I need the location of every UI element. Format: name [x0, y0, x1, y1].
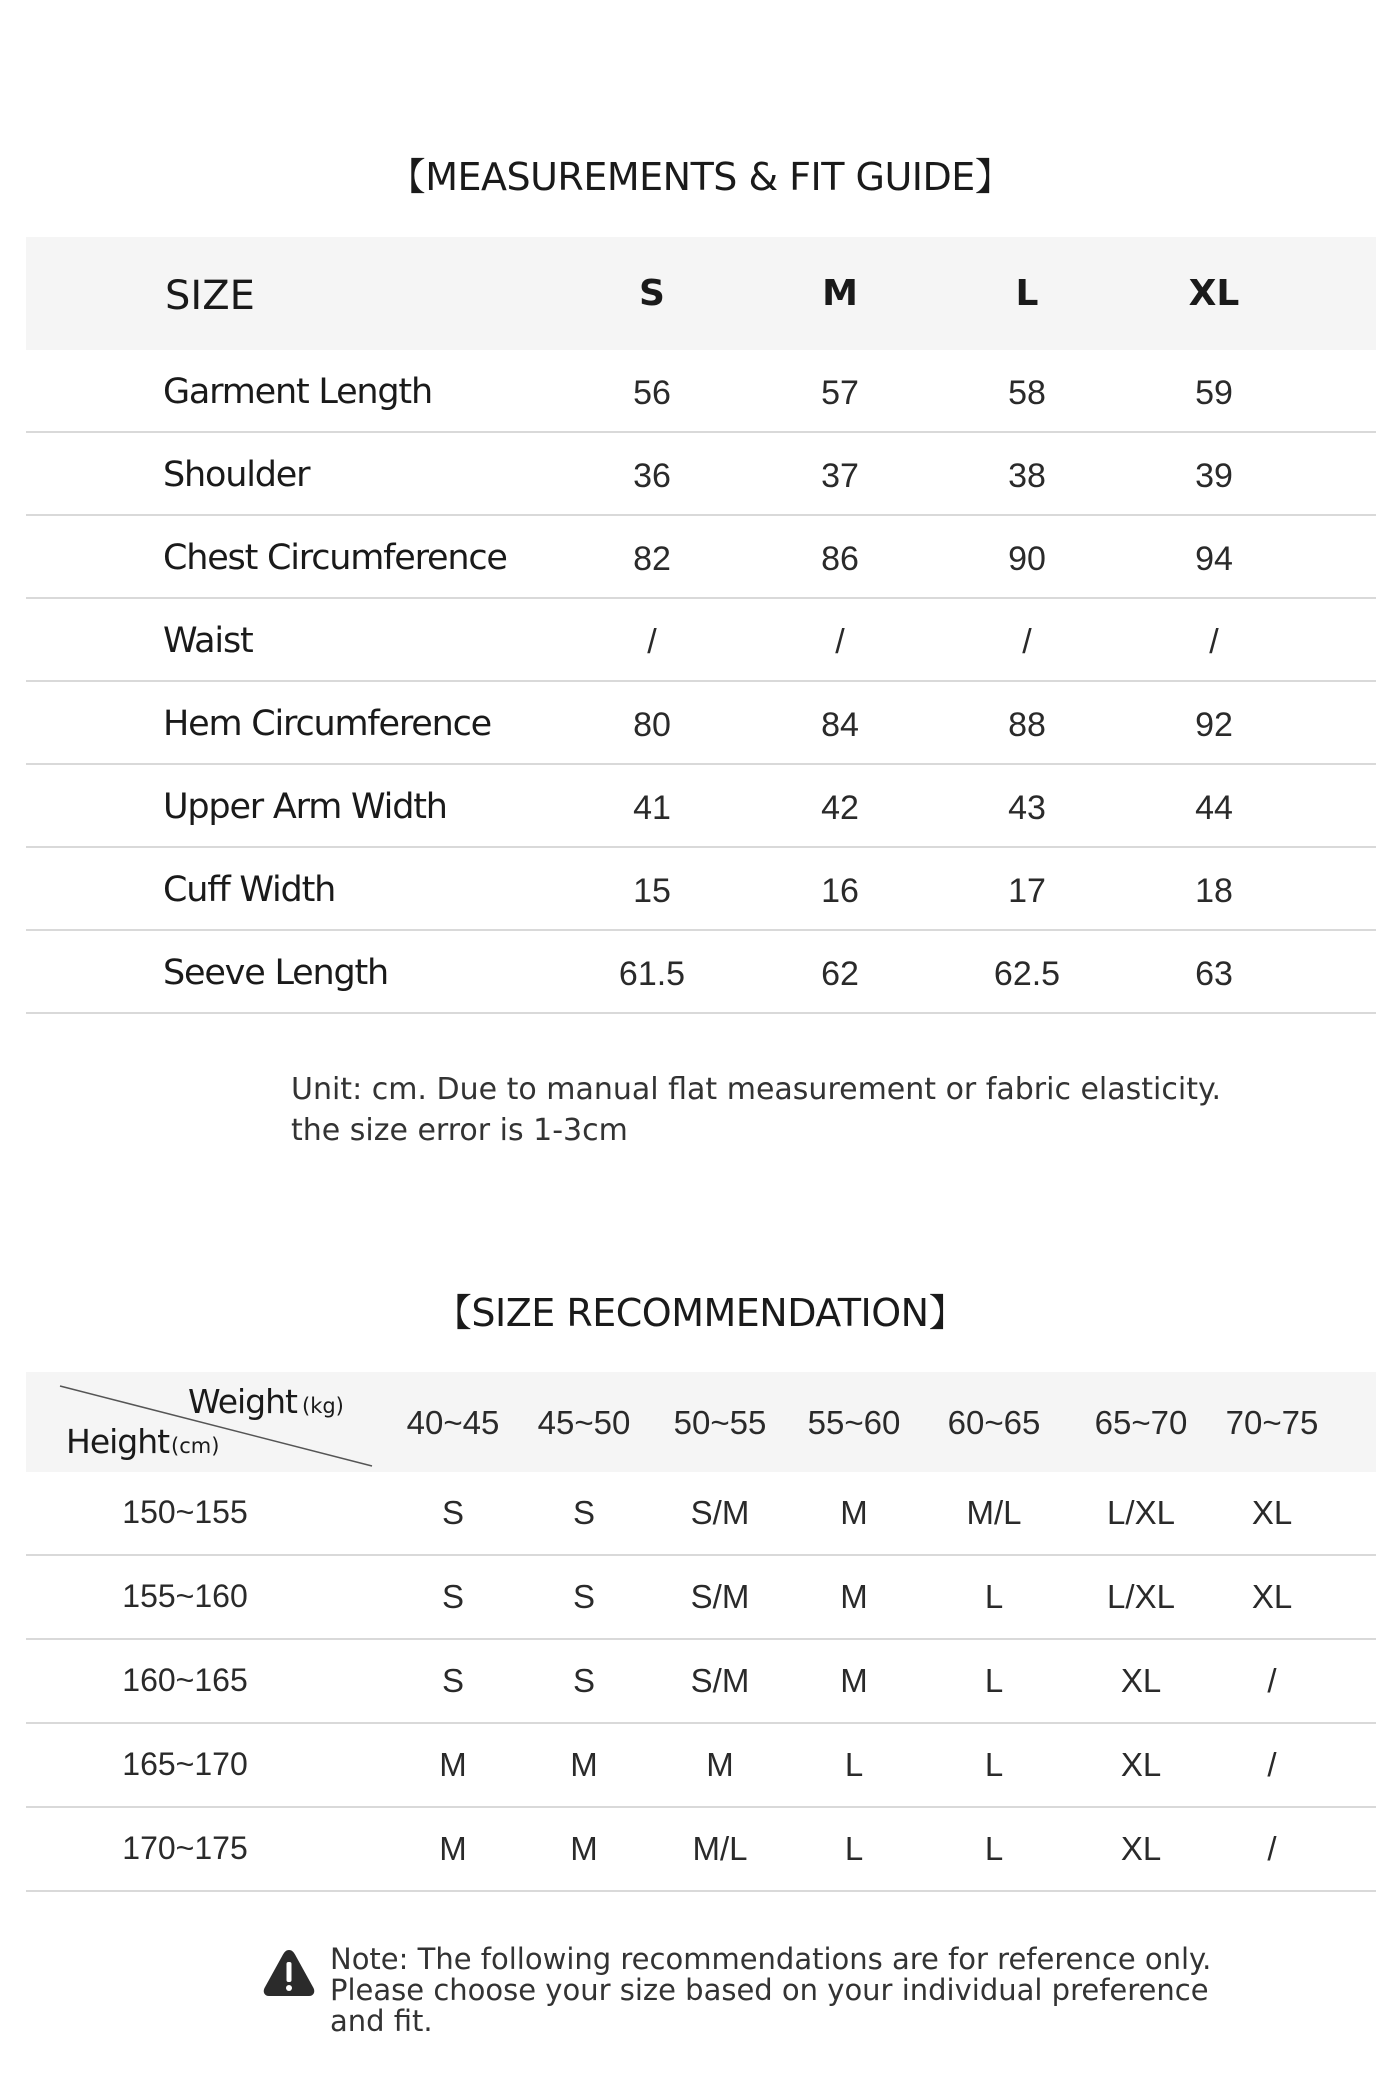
table-cell: 61.5: [618, 955, 686, 993]
table-cell: 86: [821, 540, 859, 578]
table-cell: 88: [1008, 706, 1046, 744]
table-cell: /: [835, 623, 845, 661]
table-cell: M: [570, 1830, 598, 1867]
table-cell: L: [844, 1830, 864, 1867]
size-col-l: L: [1015, 273, 1039, 314]
row-label: Shoulder: [163, 455, 310, 495]
table-cell: M: [706, 1746, 734, 1783]
weight-unit-label: (kg): [302, 1394, 344, 1418]
table-cell: 92: [1195, 706, 1233, 744]
table-cell: M: [840, 1662, 868, 1699]
table-cell: S/M: [690, 1662, 750, 1699]
table-cell: 59: [1195, 374, 1233, 412]
table-cell: 17: [1008, 872, 1046, 910]
warning-icon: [262, 1948, 316, 1998]
table-cell: 58: [1008, 374, 1046, 412]
table-row: [26, 433, 1376, 516]
table-row: [26, 931, 1376, 1014]
note-line1: Note: The following recommendations are for reference only.: [330, 1942, 1212, 1976]
table-row: [26, 765, 1376, 848]
table-cell: S: [441, 1662, 464, 1699]
table-cell: S: [572, 1494, 595, 1531]
table-cell: 94: [1195, 540, 1233, 578]
table-cell: M/L: [692, 1830, 748, 1867]
size-col-xl: XL: [1188, 273, 1240, 314]
height-range-label: 155~160: [122, 1578, 248, 1614]
row-label: Waist: [163, 621, 253, 661]
unit-note-line1: Unit: cm. Due to manual flat measurement or fabric elasticity.: [291, 1072, 1221, 1107]
row-label: Upper Arm Width: [163, 787, 447, 827]
recommendation-title: 【SIZE RECOMMENDATION】: [433, 1291, 967, 1335]
measurements-header-row: [26, 237, 1376, 350]
recommendation-header-row: [26, 1372, 1376, 1472]
table-row: [26, 1640, 1376, 1724]
table-cell: 18: [1195, 872, 1233, 910]
table-cell: 38: [1008, 457, 1046, 495]
table-cell: L: [984, 1578, 1004, 1615]
table-cell: 43: [1008, 789, 1046, 827]
table-cell: /: [1267, 1746, 1277, 1783]
table-cell: S: [441, 1578, 464, 1615]
height-range-label: 160~165: [122, 1662, 248, 1698]
size-header-label: SIZE: [165, 273, 255, 319]
table-cell: 82: [633, 540, 671, 578]
table-cell: XL: [1120, 1746, 1162, 1783]
table-cell: 16: [821, 872, 859, 910]
table-cell: M: [439, 1830, 467, 1867]
height-axis-label: Height: [66, 1422, 170, 1461]
weight-col: 40~45: [406, 1404, 500, 1441]
table-cell: XL: [1251, 1494, 1293, 1531]
table-cell: 44: [1195, 789, 1233, 827]
table-row: [26, 682, 1376, 765]
table-cell: M: [439, 1746, 467, 1783]
table-cell: L/XL: [1107, 1578, 1175, 1615]
weight-col: 60~65: [947, 1404, 1041, 1441]
table-cell: S: [572, 1662, 595, 1699]
table-row: [26, 1556, 1376, 1640]
height-unit-label: (cm): [171, 1434, 220, 1458]
table-row: [26, 1472, 1376, 1556]
table-cell: 62: [821, 955, 859, 993]
table-cell: /: [1267, 1662, 1277, 1699]
table-cell: 90: [1008, 540, 1046, 578]
height-range-label: 170~175: [122, 1830, 248, 1866]
note-line2: Please choose your size based on your individual preference and fit.: [330, 1973, 1209, 2038]
table-row: [26, 1808, 1376, 1892]
row-label: Hem Circumference: [163, 704, 491, 744]
table-cell: 15: [633, 872, 671, 910]
weight-col: 55~60: [807, 1404, 901, 1441]
height-range-label: 150~155: [122, 1494, 248, 1530]
table-row: [26, 848, 1376, 931]
table-cell: M: [840, 1578, 868, 1615]
row-label: Garment Length: [163, 372, 432, 412]
table-cell: 56: [633, 374, 671, 412]
weight-col: 50~55: [673, 1404, 767, 1441]
table-cell: 84: [821, 706, 859, 744]
table-row: [26, 599, 1376, 682]
table-row: [26, 350, 1376, 433]
unit-note-line2: the size error is 1-3cm: [291, 1113, 628, 1148]
table-cell: S: [572, 1578, 595, 1615]
table-cell: XL: [1251, 1578, 1293, 1615]
table-cell: 39: [1195, 457, 1233, 495]
unit-note: [291, 1069, 1221, 1151]
table-cell: 41: [633, 789, 671, 827]
table-cell: XL: [1120, 1662, 1162, 1699]
table-cell: S/M: [690, 1494, 750, 1531]
size-col-m: M: [822, 273, 858, 314]
table-cell: L: [984, 1662, 1004, 1699]
table-cell: S: [441, 1494, 464, 1531]
height-range-label: 165~170: [122, 1746, 248, 1782]
table-cell: M/L: [966, 1494, 1022, 1531]
table-cell: 36: [633, 457, 671, 495]
row-label: Seeve Length: [163, 953, 388, 993]
weight-axis-label: Weight: [188, 1382, 297, 1421]
table-cell: M: [840, 1494, 868, 1531]
weight-col: 70~75: [1225, 1404, 1319, 1441]
weight-col: 45~50: [537, 1404, 631, 1441]
weight-col: 65~70: [1094, 1404, 1188, 1441]
table-cell: /: [1022, 623, 1032, 661]
measurements-table: [26, 237, 1376, 1014]
table-cell: 57: [821, 374, 859, 412]
table-cell: /: [1209, 623, 1219, 661]
table-cell: L/XL: [1107, 1494, 1175, 1531]
table-cell: 62.5: [993, 955, 1061, 993]
table-cell: M: [570, 1746, 598, 1783]
table-cell: 80: [633, 706, 671, 744]
table-cell: L: [844, 1746, 864, 1783]
table-cell: 42: [821, 789, 859, 827]
size-col-s: S: [639, 273, 665, 314]
table-row: [26, 1724, 1376, 1808]
table-cell: 37: [821, 457, 859, 495]
recommendation-table: [26, 1372, 1376, 1892]
table-cell: L: [984, 1830, 1004, 1867]
table-cell: 63: [1195, 955, 1233, 993]
table-cell: S/M: [690, 1578, 750, 1615]
row-label: Cuff Width: [163, 870, 336, 910]
table-cell: L: [984, 1746, 1004, 1783]
table-cell: /: [1267, 1830, 1277, 1867]
table-cell: /: [647, 623, 657, 661]
table-cell: XL: [1120, 1830, 1162, 1867]
measurements-title: 【MEASUREMENTS & FIT GUIDE】: [387, 155, 1013, 199]
recommendation-note-text: [330, 1944, 1230, 2037]
row-label: Chest Circumference: [163, 538, 507, 578]
table-row: [26, 516, 1376, 599]
